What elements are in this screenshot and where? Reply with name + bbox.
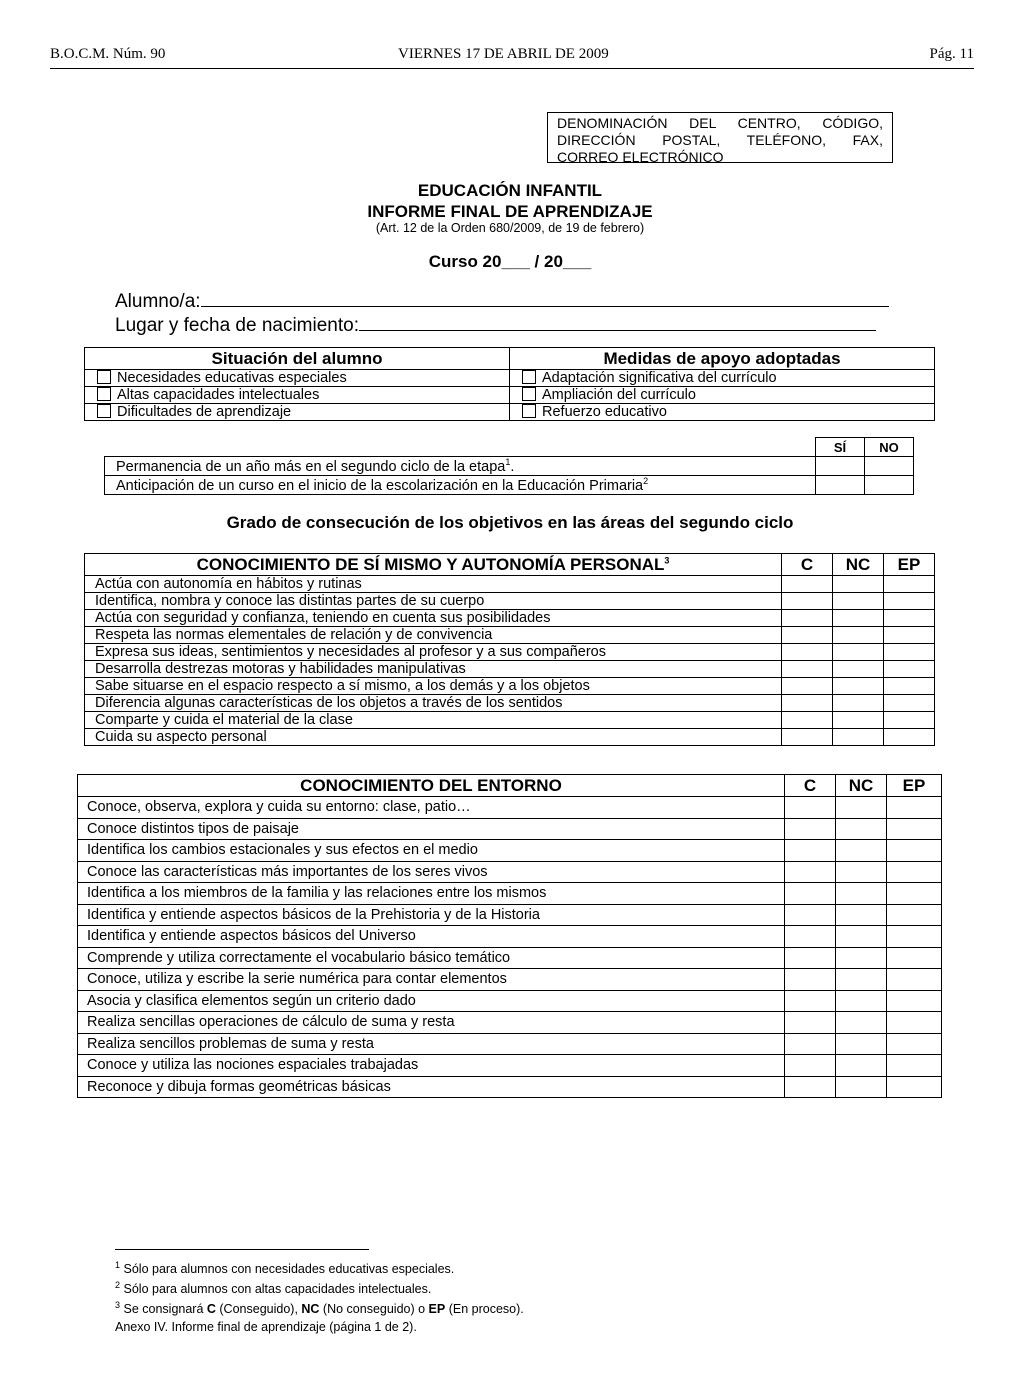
grade-cell-ep[interactable] xyxy=(884,576,935,593)
grade-cell-c[interactable] xyxy=(785,1055,836,1077)
footnotes xyxy=(115,1257,524,1317)
grade-cell-nc[interactable] xyxy=(836,1012,887,1034)
alumno-input-line[interactable] xyxy=(201,288,889,307)
section-heading: Grado de consecución de los objetivos en las áreas del segundo ciclo xyxy=(226,513,794,532)
grade-cell-nc[interactable] xyxy=(836,797,887,819)
table-row xyxy=(85,695,935,712)
grade-cell-nc[interactable] xyxy=(833,661,884,678)
footnote-3: $^3$ Se consignará C (Conseguido), NC (No conseguido) o EP (En proceso). xyxy=(115,1300,524,1317)
lugar-label: Lugar y fecha de nacimiento: xyxy=(115,315,359,336)
col-ep-header: EP xyxy=(884,554,935,576)
footnote-rule xyxy=(115,1249,369,1250)
table-row xyxy=(78,904,942,926)
autonomia-table xyxy=(84,553,935,746)
grade-cell-nc[interactable] xyxy=(836,883,887,905)
medidas-option[interactable]: Adaptación significativa del currículo xyxy=(510,370,935,387)
checkbox[interactable] xyxy=(522,404,536,418)
grade-cell-c[interactable] xyxy=(785,969,836,991)
objective-label: Reconoce y dibuja formas geométricas básicas xyxy=(78,1076,785,1098)
publication-date: VIERNES 17 DE ABRIL DE 2009 xyxy=(398,46,609,62)
objective-label: Asocia y clasifica elementos según un criterio dado xyxy=(78,990,785,1012)
lugar-field[interactable] xyxy=(115,312,915,337)
page-number: Pág. 11 xyxy=(929,46,974,62)
col-c-header: C xyxy=(785,775,836,797)
grade-cell-c[interactable] xyxy=(785,818,836,840)
situacion-option[interactable]: Necesidades educativas especiales xyxy=(85,370,510,387)
grade-cell-ep[interactable] xyxy=(887,969,942,991)
title-block xyxy=(260,180,760,222)
table-row xyxy=(85,576,935,593)
table-row xyxy=(78,797,942,819)
objective-label: Desarrolla destrezas motoras y habilidades manipulativas xyxy=(85,661,782,678)
table-row xyxy=(78,883,942,905)
centre-box-line-3: CORREO ELECTRÓNICO xyxy=(557,149,724,165)
medidas-option[interactable]: Ampliación del currículo xyxy=(510,387,935,404)
grade-cell-nc[interactable] xyxy=(836,818,887,840)
grade-cell-nc[interactable] xyxy=(833,729,884,746)
col-ep-header: EP xyxy=(887,775,942,797)
grade-cell-c[interactable] xyxy=(782,695,833,712)
table-row xyxy=(85,593,935,610)
objective-label: Realiza sencillos problemas de suma y resta xyxy=(78,1033,785,1055)
table-row xyxy=(78,1033,942,1055)
table-row xyxy=(85,678,935,695)
grade-cell-c[interactable] xyxy=(782,593,833,610)
si-header: SÍ xyxy=(816,438,865,457)
table-row xyxy=(78,861,942,883)
checkbox[interactable] xyxy=(522,387,536,401)
grade-cell-nc[interactable] xyxy=(836,904,887,926)
grade-cell-ep[interactable] xyxy=(884,627,935,644)
grade-cell-nc[interactable] xyxy=(833,695,884,712)
autonomia-table-title: CONOCIMIENTO DE SÍ MISMO Y AUTONOMÍA PERSONAL$^3$ xyxy=(85,554,782,576)
table-row xyxy=(85,644,935,661)
checkbox[interactable] xyxy=(97,387,111,401)
col-nc-header: NC xyxy=(833,554,884,576)
grade-cell-ep[interactable] xyxy=(887,1076,942,1098)
situacion-header: Situación del alumno xyxy=(85,348,510,370)
grade-cell-nc[interactable] xyxy=(836,1076,887,1098)
objective-label: Conoce y utiliza las nociones espaciales trabajadas xyxy=(78,1055,785,1077)
grade-cell-nc[interactable] xyxy=(833,678,884,695)
grade-cell-c[interactable] xyxy=(782,576,833,593)
table-row xyxy=(78,840,942,862)
grade-cell-ep[interactable] xyxy=(884,644,935,661)
objective-label: Identifica y entiende aspectos básicos del Universo xyxy=(78,926,785,948)
grade-cell-c[interactable] xyxy=(782,712,833,729)
grade-cell-nc[interactable] xyxy=(836,947,887,969)
grade-cell-nc[interactable] xyxy=(833,593,884,610)
objective-label: Realiza sencillas operaciones de cálculo de suma y resta xyxy=(78,1012,785,1034)
grade-cell-c[interactable] xyxy=(785,1076,836,1098)
situacion-option[interactable]: Altas capacidades intelectuales xyxy=(85,387,510,404)
grade-cell-ep[interactable] xyxy=(884,661,935,678)
objective-label: Conoce, observa, explora y cuida su entorno: clase, patio… xyxy=(78,797,785,819)
footnote-1: $^1$ Sólo para alumnos con necesidades educativas especiales. xyxy=(115,1260,455,1277)
grade-cell-c[interactable] xyxy=(782,627,833,644)
page-header xyxy=(50,46,974,69)
grade-cell-ep[interactable] xyxy=(887,861,942,883)
objective-label: Actúa con seguridad y confianza, teniendo en cuenta sus posibilidades xyxy=(85,610,782,627)
grade-cell-nc[interactable] xyxy=(836,1033,887,1055)
table-row xyxy=(78,1012,942,1034)
grade-cell-nc[interactable] xyxy=(836,840,887,862)
table-row xyxy=(78,818,942,840)
grade-cell-c[interactable] xyxy=(782,661,833,678)
grade-cell-c[interactable] xyxy=(785,883,836,905)
objective-label: Identifica y entiende aspectos básicos de la Prehistoria y de la Historia xyxy=(78,904,785,926)
objective-label: Diferencia algunas características de los objetos a través de los sentidos xyxy=(85,695,782,712)
grade-cell-ep[interactable] xyxy=(884,729,935,746)
title-line-2: INFORME FINAL DE APRENDIZAJE xyxy=(367,202,653,221)
centre-info-box xyxy=(547,112,893,163)
grade-cell-ep[interactable] xyxy=(884,712,935,729)
grade-cell-ep[interactable] xyxy=(887,990,942,1012)
grade-cell-c[interactable] xyxy=(785,926,836,948)
medidas-header: Medidas de apoyo adoptadas xyxy=(510,348,935,370)
col-nc-header: NC xyxy=(836,775,887,797)
grade-cell-c[interactable] xyxy=(785,1012,836,1034)
objective-label: Conoce las características más importantes de los seres vivos xyxy=(78,861,785,883)
permanencia-label: Permanencia de un año más en el segundo ciclo de la etapa$^1$. xyxy=(105,457,816,476)
grade-cell-c[interactable] xyxy=(782,678,833,695)
lugar-input-line[interactable] xyxy=(359,312,876,331)
footnote-2: $^2$ Sólo para alumnos con altas capacidades intelectuales. xyxy=(115,1280,432,1297)
objective-label: Cuida su aspecto personal xyxy=(85,729,782,746)
objective-label: Comprende y utiliza correctamente el vocabulario básico temático xyxy=(78,947,785,969)
situacion-option[interactable]: Dificultades de aprendizaje xyxy=(85,404,510,421)
table-row xyxy=(78,947,942,969)
grade-cell-nc[interactable] xyxy=(836,969,887,991)
grade-cell-nc[interactable] xyxy=(836,990,887,1012)
permanencia-no-cell[interactable] xyxy=(865,457,914,476)
medidas-option[interactable]: Refuerzo educativo xyxy=(510,404,935,421)
table-row xyxy=(85,627,935,644)
grade-cell-nc[interactable] xyxy=(833,644,884,661)
grade-cell-c[interactable] xyxy=(785,797,836,819)
grade-cell-nc[interactable] xyxy=(833,610,884,627)
grade-cell-ep[interactable] xyxy=(887,1033,942,1055)
grade-cell-ep[interactable] xyxy=(887,797,942,819)
objective-label: Identifica, nombra y conoce las distintas partes de su cuerpo xyxy=(85,593,782,610)
table-row xyxy=(78,1055,942,1077)
grade-cell-ep[interactable] xyxy=(887,818,942,840)
col-c-header: C xyxy=(782,554,833,576)
curso-line: Curso 20___ / 20___ xyxy=(428,252,592,271)
checkbox[interactable] xyxy=(522,370,536,384)
anticipacion-si-cell[interactable] xyxy=(816,475,865,494)
grade-cell-ep[interactable] xyxy=(884,593,935,610)
grade-cell-c[interactable] xyxy=(785,861,836,883)
table-row xyxy=(85,610,935,627)
grade-cell-ep[interactable] xyxy=(887,926,942,948)
title-subtitle: (Art. 12 de la Orden 680/2009, de 19 de febrero) xyxy=(375,221,645,235)
grade-cell-c[interactable] xyxy=(782,644,833,661)
checkbox[interactable] xyxy=(97,370,111,384)
grade-cell-ep[interactable] xyxy=(887,947,942,969)
grade-cell-c[interactable] xyxy=(782,610,833,627)
anticipacion-label: Anticipación de un curso en el inicio de la escolarización en la Educación Primaria$^2$ xyxy=(105,475,816,494)
table-row xyxy=(78,969,942,991)
objective-label: Sabe situarse en el espacio respecto a sí mismo, a los demás y a los objetos xyxy=(85,678,782,695)
grade-cell-c[interactable] xyxy=(785,947,836,969)
permanencia-si-cell[interactable] xyxy=(816,457,865,476)
grade-cell-ep[interactable] xyxy=(887,1012,942,1034)
centre-box-line-1: DENOMINACIÓN DEL CENTRO, CÓDIGO, xyxy=(557,115,883,131)
situacion-table xyxy=(84,347,935,421)
grade-cell-nc[interactable] xyxy=(836,1055,887,1077)
grade-cell-c[interactable] xyxy=(785,840,836,862)
grade-cell-ep[interactable] xyxy=(887,1055,942,1077)
entorno-table-title: CONOCIMIENTO DEL ENTORNO xyxy=(78,775,785,797)
grade-cell-c[interactable] xyxy=(785,1033,836,1055)
table-row xyxy=(78,926,942,948)
objective-label: Conoce, utiliza y escribe la serie numérica para contar elementos xyxy=(78,969,785,991)
grade-cell-ep[interactable] xyxy=(887,840,942,862)
grade-cell-ep[interactable] xyxy=(884,678,935,695)
grade-cell-ep[interactable] xyxy=(887,904,942,926)
grade-cell-c[interactable] xyxy=(785,990,836,1012)
objective-label: Actúa con autonomía en hábitos y rutinas xyxy=(85,576,782,593)
alumno-label: Alumno/a: xyxy=(115,291,201,312)
grade-cell-ep[interactable] xyxy=(884,610,935,627)
grade-cell-c[interactable] xyxy=(782,729,833,746)
bulletin-number: B.O.C.M. Núm. 90 xyxy=(50,46,166,62)
grade-cell-nc[interactable] xyxy=(833,627,884,644)
objective-label: Identifica los cambios estacionales y sus efectos en el medio xyxy=(78,840,785,862)
grade-cell-ep[interactable] xyxy=(887,883,942,905)
entorno-table xyxy=(77,774,942,1098)
table-row xyxy=(85,729,935,746)
grade-cell-nc[interactable] xyxy=(836,861,887,883)
anticipacion-no-cell[interactable] xyxy=(865,475,914,494)
title-line-1: EDUCACIÓN INFANTIL xyxy=(417,181,603,200)
table-row xyxy=(85,712,935,729)
objective-label: Expresa sus ideas, sentimientos y necesidades al profesor y a sus compañeros xyxy=(85,644,782,661)
permanencia-table xyxy=(104,437,914,495)
no-header: NO xyxy=(865,438,914,457)
grade-cell-ep[interactable] xyxy=(884,695,935,712)
centre-box-line-2: DIRECCIÓN POSTAL, TELÉFONO, FAX, xyxy=(557,132,883,148)
objective-label: Conoce distintos tipos de paisaje xyxy=(78,818,785,840)
table-row xyxy=(85,661,935,678)
annex-caption: Anexo IV. Informe final de aprendizaje (página 1 de 2). xyxy=(115,1320,417,1334)
grade-cell-nc[interactable] xyxy=(836,926,887,948)
objective-label: Comparte y cuida el material de la clase xyxy=(85,712,782,729)
alumno-field[interactable] xyxy=(115,288,915,313)
checkbox[interactable] xyxy=(97,404,111,418)
table-row xyxy=(78,990,942,1012)
grade-cell-c[interactable] xyxy=(785,904,836,926)
table-row xyxy=(78,1076,942,1098)
objective-label: Respeta las normas elementales de relación y de convivencia xyxy=(85,627,782,644)
grade-cell-nc[interactable] xyxy=(833,712,884,729)
objective-label: Identifica a los miembros de la familia y las relaciones entre los mismos xyxy=(78,883,785,905)
grade-cell-nc[interactable] xyxy=(833,576,884,593)
